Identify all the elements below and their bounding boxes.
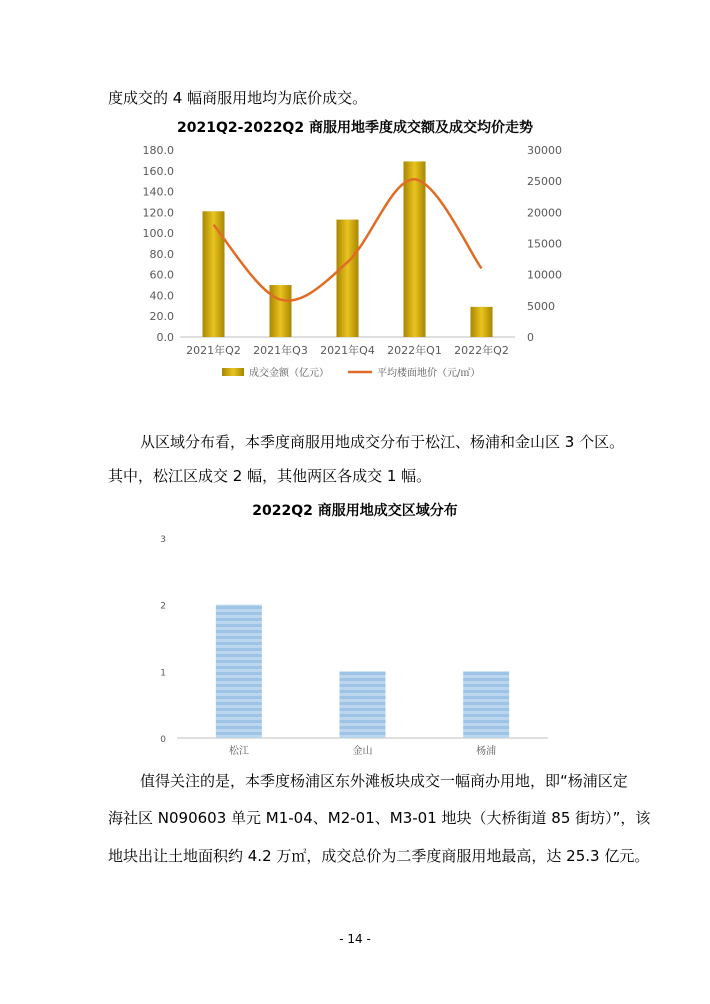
chart2-y-tick: 1 xyxy=(160,668,166,679)
chart1-left-tick: 0.0 xyxy=(156,331,174,344)
chart2-bar xyxy=(340,671,386,738)
chart1-left-tick: 80.0 xyxy=(149,247,174,261)
chart2-x-label: 金山 xyxy=(352,746,373,757)
chart2-x-label: 杨浦 xyxy=(476,746,497,757)
chart1-right-tick: 20000 xyxy=(527,206,562,220)
chart2-y-tick: 0 xyxy=(160,735,166,745)
chart1-x-label: 2021年Q3 xyxy=(253,344,308,357)
legend-bar-swatch xyxy=(222,368,244,376)
chart1-bar xyxy=(337,220,359,337)
chart2-y-tick: 3 xyxy=(160,535,166,545)
paragraph-focus-line1: 值得关注的是，本季度杨浦区东外滩板块成交一幅商办用地，即“杨浦区定 xyxy=(140,772,628,790)
chart1-x-label: 2021年Q2 xyxy=(186,344,241,357)
chart1-right-tick: 0 xyxy=(527,331,534,344)
paragraph-focus-line2: 海社区 N090603 单元 M1-04、M2-01、M3-01 地块（大桥街道 85 街坊）”，该 xyxy=(108,809,651,827)
chart1-bar xyxy=(270,285,292,337)
chart1-bar xyxy=(404,161,426,337)
chart1-bar xyxy=(471,307,493,337)
chart1-right-tick: 5000 xyxy=(527,299,555,313)
chart1-left-tick: 40.0 xyxy=(149,289,174,303)
paragraph-intro-tail: 度成交的 4 幅商服用地均为底价成交。 xyxy=(108,89,368,107)
price-trend-chart xyxy=(0,135,710,390)
paragraph-focus-line3: 地块出让土地面积约 4.2 万㎡，成交总价为二季度商服用地最高，达 25.3 亿元。 xyxy=(108,847,650,865)
chart2-y-tick: 2 xyxy=(160,601,166,612)
chart1-left-tick: 160.0 xyxy=(142,164,174,178)
chart1-right-tick: 15000 xyxy=(527,237,562,251)
chart2-bar xyxy=(216,605,262,738)
chart1-x-label: 2022年Q1 xyxy=(387,344,442,357)
chart2-bar xyxy=(463,671,509,738)
chart1-left-tick: 20.0 xyxy=(149,310,174,324)
chart1-right-tick: 25000 xyxy=(527,175,562,189)
legend-line-label: 平均楼面地价（元/㎡） xyxy=(377,368,481,379)
chart1-bar xyxy=(203,211,225,337)
chart1-title: 2021Q2-2022Q2 商服用地季度成交额及成交均价走势 xyxy=(177,120,533,136)
paragraph-region-line2: 其中，松江区成交 2 幅，其他两区各成交 1 幅。 xyxy=(108,467,432,485)
chart1-left-tick: 100.0 xyxy=(142,227,174,241)
chart1-x-label: 2021年Q4 xyxy=(320,344,375,357)
chart1-x-label: 2022年Q2 xyxy=(454,344,509,357)
region-distribution-chart xyxy=(0,525,710,765)
paragraph-region-line1: 从区域分布看，本季度商服用地成交分布于松江、杨浦和金山区 3 个区。 xyxy=(140,433,625,451)
chart2-title: 2022Q2 商服用地成交区域分布 xyxy=(252,503,458,519)
legend-bar-label: 成交金额（亿元） xyxy=(249,368,329,379)
page-number: - 14 - xyxy=(339,932,371,946)
chart1-left-tick: 140.0 xyxy=(142,185,174,199)
chart1-right-tick: 30000 xyxy=(527,144,562,157)
chart1-left-tick: 180.0 xyxy=(142,144,174,157)
chart1-right-tick: 10000 xyxy=(527,268,562,282)
chart1-left-tick: 60.0 xyxy=(149,268,174,282)
chart2-x-label: 松江 xyxy=(228,746,249,757)
chart1-left-tick: 120.0 xyxy=(142,206,174,220)
